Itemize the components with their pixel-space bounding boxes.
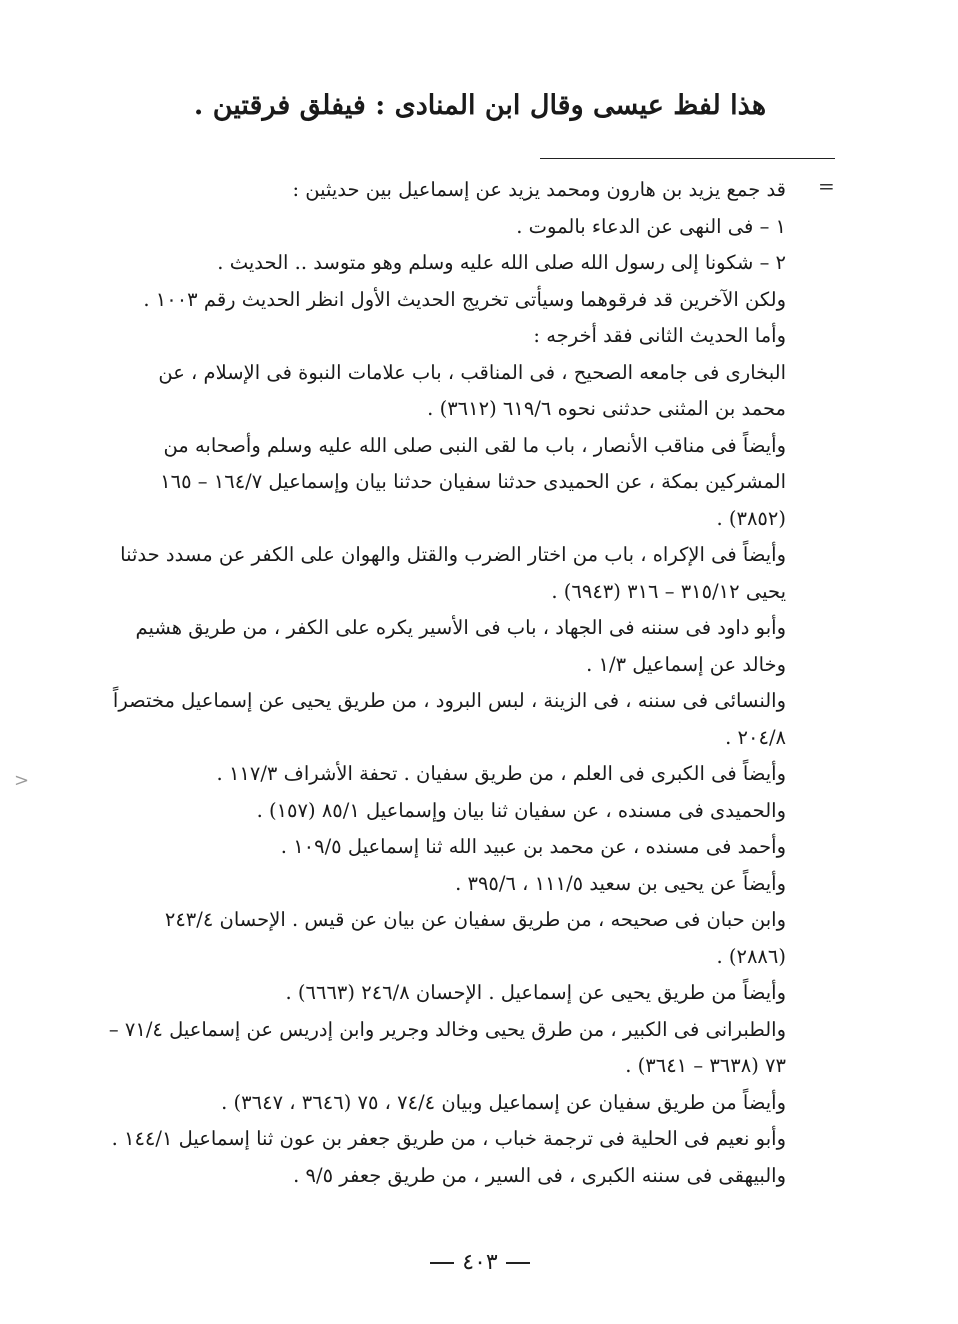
footnote-line: ١ – فى النهى عن الدعاء بالموت . xyxy=(516,214,786,238)
footnote-line: وأبو نعيم فى الحلية فى ترجمة خباب ، من طريق جعفر بن عون ثنا إسماعيل ١٤٤/١ . xyxy=(111,1127,786,1150)
footnote-line: والطبرانى فى الكبير ، من طرق يحيى وخالد وجرير وابن إدريس عن إسماعيل ٧١/٤ – xyxy=(108,1017,786,1041)
page-number: ٤٠٣ xyxy=(462,1250,498,1275)
footnote-line: محمد بن المثنى حدثنى نحوه ٦١٩/٦ (٣٦١٢) . xyxy=(427,397,786,420)
footnote-line: المشركين بمكة ، عن الحميدى حدثنا سفيان حدثنا بيان وإسماعيل ١٦٤/٧ – ١٦٥ xyxy=(160,470,786,493)
footnote-line: وأيضاً فى مناقب الأنصار ، باب ما لقى النبى صلى الله عليه وسلم وأصحابه من xyxy=(163,433,786,457)
footnote-line: وابن حبان فى صحيحه ، من طريق سفيان عن بيان عن قيس . الإحسان ٢٤٣/٤ xyxy=(164,908,786,931)
footnote-line: وأيضاً فى الإكراه ، باب من اختار الضرب والقتل والهوان على الكفر عن مسدد حدثنا xyxy=(120,543,786,566)
footnote-line: وخالد عن إسماعيل ١/٣ . xyxy=(586,652,786,676)
footnote-line: وأيضاً عن يحيى بن سعيد ١١١/٥ ، ٣٩٥/٦ . xyxy=(455,871,786,895)
footnote-line: ٢٠٤/٨ . xyxy=(725,725,786,749)
footnote-line: وأيضاً من طريق يحيى عن إسماعيل . الإحسان ٢٤٦/٨ (٦٦٦٣) . xyxy=(285,981,786,1004)
footnote-line: البخارى فى جامعه الصحيح ، فى المناقب ، باب علامات النبوة فى الإسلام ، عن xyxy=(158,360,786,384)
footnote-continuation-marker: = xyxy=(818,174,835,198)
footnote-line: وأيضاً من طريق سفيان عن إسماعيل وبيان ٧٤/٤ ، ٧٥ (٣٦٤٦ ، ٣٦٤٧) . xyxy=(221,1090,786,1114)
footnote-line: وأما الحديث الثانى فقد أخرجه : xyxy=(533,324,786,347)
footnotes-block xyxy=(108,172,786,1194)
footnote-line: قد جمع يزيد بن هارون ومحمد يزيد عن إسماعيل بين حديثين : xyxy=(292,178,786,201)
footnote-line: ٢ – شكونا إلى رسول الله صلى الله عليه وسلم وهو متوسد .. الحديث . xyxy=(217,251,786,274)
page-heading: هذا لفظ عيسى وقال ابن المنادى : فيفلق فرقتين . xyxy=(193,90,767,121)
footer-dash-left xyxy=(506,1262,530,1264)
footnote-line: والبيهقى فى سننه الكبرى ، فى السير ، من طريق جعفر ٩/٥ . xyxy=(293,1163,786,1187)
footnote-separator xyxy=(540,158,835,159)
footnote-line: ولكن الآخرين قد فرقوهما وسيأتى تخريج الحديث الأول انظر الحديث رقم ١٠٠٣ . xyxy=(143,287,786,311)
footer-dash-right xyxy=(430,1262,454,1264)
footnote-line: والنسائى فى سننه ، فى الزينة ، لبس البرود ، من طريق يحيى عن إسماعيل مختصراً xyxy=(112,689,786,712)
footnote-line: والحميدى فى مسنده ، عن سفيان ثنا بيان وإسماعيل ٨٥/١ (١٥٧) . xyxy=(256,798,786,822)
footnote-line: (٢٨٨٦) . xyxy=(716,944,786,968)
footnote-line: (٣٨٥٢) . xyxy=(716,506,786,530)
footnote-line: يحيى ٣١٥/١٢ – ٣١٦ (٦٩٤٣) . xyxy=(551,579,786,603)
footnote-line: وأحمد فى مسنده ، عن محمد بن عبيد الله ثنا إسماعيل ١٠٩/٥ . xyxy=(280,835,786,858)
margin-mark: > xyxy=(14,770,30,791)
footnote-line: ٧٣ (٣٦٣٨ – ٣٦٤١) . xyxy=(625,1054,786,1077)
footnote-line: وأيضاً فى الكبرى فى العلم ، من طريق سفيان . تحفة الأشراف ١١٧/٣ . xyxy=(216,762,786,785)
footnote-line: وأبو داود فى سننه فى الجهاد ، باب فى الأسير يكره على الكفر ، من طريق هشيم xyxy=(135,616,786,639)
page-footer xyxy=(380,1250,580,1275)
